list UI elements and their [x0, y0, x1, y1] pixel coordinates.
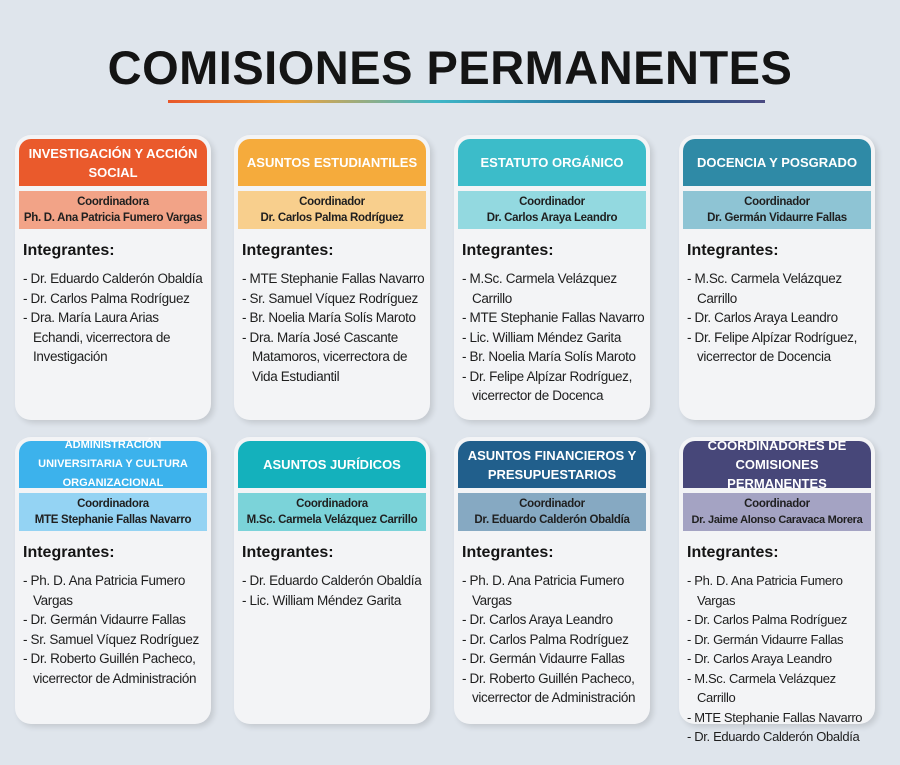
- coordinator-role: Coordinadora: [296, 498, 368, 510]
- member-item: - Br. Noelia María Solís Maroto: [242, 308, 430, 328]
- member-item: - Ph. D. Ana Patricia Fumero Vargas: [462, 571, 650, 610]
- coordinator-name: Dr. Carlos Palma Rodríguez: [260, 212, 404, 224]
- members-list: [23, 571, 211, 688]
- member-item: - MTE Stephanie Fallas Navarro: [242, 269, 430, 289]
- member-item: - M.Sc. Carmela Velázquez Carrillo: [462, 269, 650, 308]
- member-item: - Dr. Carlos Araya Leandro: [687, 649, 875, 669]
- members-list: [687, 269, 875, 367]
- coordinator-box: [19, 493, 207, 531]
- members-label: Integrantes:: [23, 544, 115, 561]
- coordinator-role: Coordinador: [744, 196, 810, 208]
- members-label: Integrantes:: [23, 242, 115, 259]
- commission-title: DOCENCIA Y POSGRADO: [683, 139, 871, 186]
- member-item: - Dr. Germán Vidaurre Fallas: [687, 630, 875, 650]
- member-item: - Dra. María José Cascante Matamoros, vicerrectora de Vida Estudiantil: [242, 328, 430, 387]
- coordinator-role: Coordinador: [519, 196, 585, 208]
- member-item: - Dr. Eduardo Calderón Obaldía: [242, 571, 430, 591]
- commission-card: [15, 135, 211, 420]
- member-item: - MTE Stephanie Fallas Navarro: [462, 308, 650, 328]
- commission-title: COORDINADORES DE COMISIONES PERMANENTES: [683, 441, 871, 488]
- members-label: Integrantes:: [242, 242, 334, 259]
- coordinator-name: Dr. Carlos Araya Leandro: [486, 212, 618, 224]
- commission-card: [679, 437, 875, 744]
- coordinator-role: Coordinadora: [77, 196, 149, 208]
- commission-title: ESTATUTO ORGÁNICO: [458, 139, 646, 186]
- members-list: [23, 269, 211, 367]
- member-item: - M.Sc. Carmela Velázquez Carrillo: [687, 669, 875, 708]
- member-item: - Dr. Felipe Alpízar Rodríguez, vicerrector de Docenca: [462, 367, 650, 406]
- commission-card: [454, 437, 650, 724]
- member-item: - Ph. D. Ana Patricia Fumero Vargas: [23, 571, 211, 610]
- member-item: - Dr. Carlos Araya Leandro: [687, 308, 875, 328]
- member-item: - Dra. María Laura Arias Echandi, vicerrectora de Investigación: [23, 308, 211, 367]
- coordinator-name: Dr. Jaime Alonso Caravaca Morera: [691, 514, 863, 526]
- coordinator-name: Dr. Germán Vidaurre Fallas: [707, 212, 847, 224]
- members-list: [242, 571, 430, 610]
- commission-card: [234, 437, 430, 724]
- member-item: - Dr. Eduardo Calderón Obaldía: [687, 727, 875, 747]
- coordinator-box: [683, 191, 871, 229]
- coordinator-name: M.Sc. Carmela Velázquez Carrillo: [246, 514, 418, 526]
- commission-title: ASUNTOS ESTUDIANTILES: [238, 139, 426, 186]
- coordinator-box: [238, 191, 426, 229]
- member-item: - Dr. Carlos Palma Rodríguez: [23, 289, 211, 309]
- coordinator-box: [458, 493, 646, 531]
- member-item: - Dr. Carlos Palma Rodríguez: [462, 630, 650, 650]
- member-item: - Dr. Roberto Guillén Pacheco, vicerrector de Administración: [462, 669, 650, 708]
- member-item: - Ph. D. Ana Patricia Fumero Vargas: [687, 571, 875, 610]
- members-list: [687, 571, 875, 747]
- members-label: Integrantes:: [462, 544, 554, 561]
- member-item: - Lic. William Méndez Garita: [242, 591, 430, 611]
- coordinator-name: Dr. Eduardo Calderón Obaldía: [474, 514, 630, 526]
- member-item: - Dr. Carlos Palma Rodríguez: [687, 610, 875, 630]
- coordinator-name: Ph. D. Ana Patricia Fumero Vargas: [23, 212, 203, 224]
- commission-card: [15, 437, 211, 724]
- member-item: - Dr. Germán Vidaurre Fallas: [462, 649, 650, 669]
- member-item: - Br. Noelia María Solís Maroto: [462, 347, 650, 367]
- members-label: Integrantes:: [687, 544, 779, 561]
- commission-title: ASUNTOS JURÍDICOS: [238, 441, 426, 488]
- commission-title: ASUNTOS FINANCIEROS Y PRESUPUESTARIOS: [458, 441, 646, 488]
- coordinator-role: Coordinador: [519, 498, 585, 510]
- member-item: - Lic. William Méndez Garita: [462, 328, 650, 348]
- commission-card: [679, 135, 875, 420]
- coordinator-name: MTE Stephanie Fallas Navarro: [34, 514, 192, 526]
- commission-title: ADMINISTRACIÓN UNIVERSITARIA Y CULTURA ORGANIZACIONAL: [19, 441, 207, 488]
- member-item: - Sr. Samuel Víquez Rodríguez: [242, 289, 430, 309]
- commission-card: [234, 135, 430, 420]
- member-item: - Dr. Felipe Alpízar Rodríguez, vicerrector de Docencia: [687, 328, 875, 367]
- members-label: Integrantes:: [242, 544, 334, 561]
- title-underline: [168, 100, 765, 103]
- member-item: - Sr. Samuel Víquez Rodríguez: [23, 630, 211, 650]
- member-item: - MTE Stephanie Fallas Navarro: [687, 708, 875, 728]
- member-item: - Dr. Germán Vidaurre Fallas: [23, 610, 211, 630]
- members-list: [462, 269, 650, 406]
- commission-title: INVESTIGACIÓN Y ACCIÓN SOCIAL: [19, 139, 207, 186]
- coordinator-role: Coordinador: [299, 196, 365, 208]
- member-item: - Dr. Carlos Araya Leandro: [462, 610, 650, 630]
- coordinator-box: [458, 191, 646, 229]
- coordinator-box: [19, 191, 207, 229]
- member-item: - Dr. Roberto Guillén Pacheco, vicerrector de Administración: [23, 649, 211, 688]
- commission-card: [454, 135, 650, 420]
- page-title: COMISIONES PERMANENTES: [107, 41, 793, 94]
- members-label: Integrantes:: [462, 242, 554, 259]
- member-item: - M.Sc. Carmela Velázquez Carrillo: [687, 269, 875, 308]
- members-list: [242, 269, 430, 386]
- member-item: - Dr. Eduardo Calderón Obaldía: [23, 269, 211, 289]
- coordinator-role: Coordinadora: [77, 498, 149, 510]
- coordinator-role: Coordinador: [744, 498, 810, 510]
- coordinator-box: [238, 493, 426, 531]
- members-list: [462, 571, 650, 708]
- coordinator-box: [683, 493, 871, 531]
- members-label: Integrantes:: [687, 242, 779, 259]
